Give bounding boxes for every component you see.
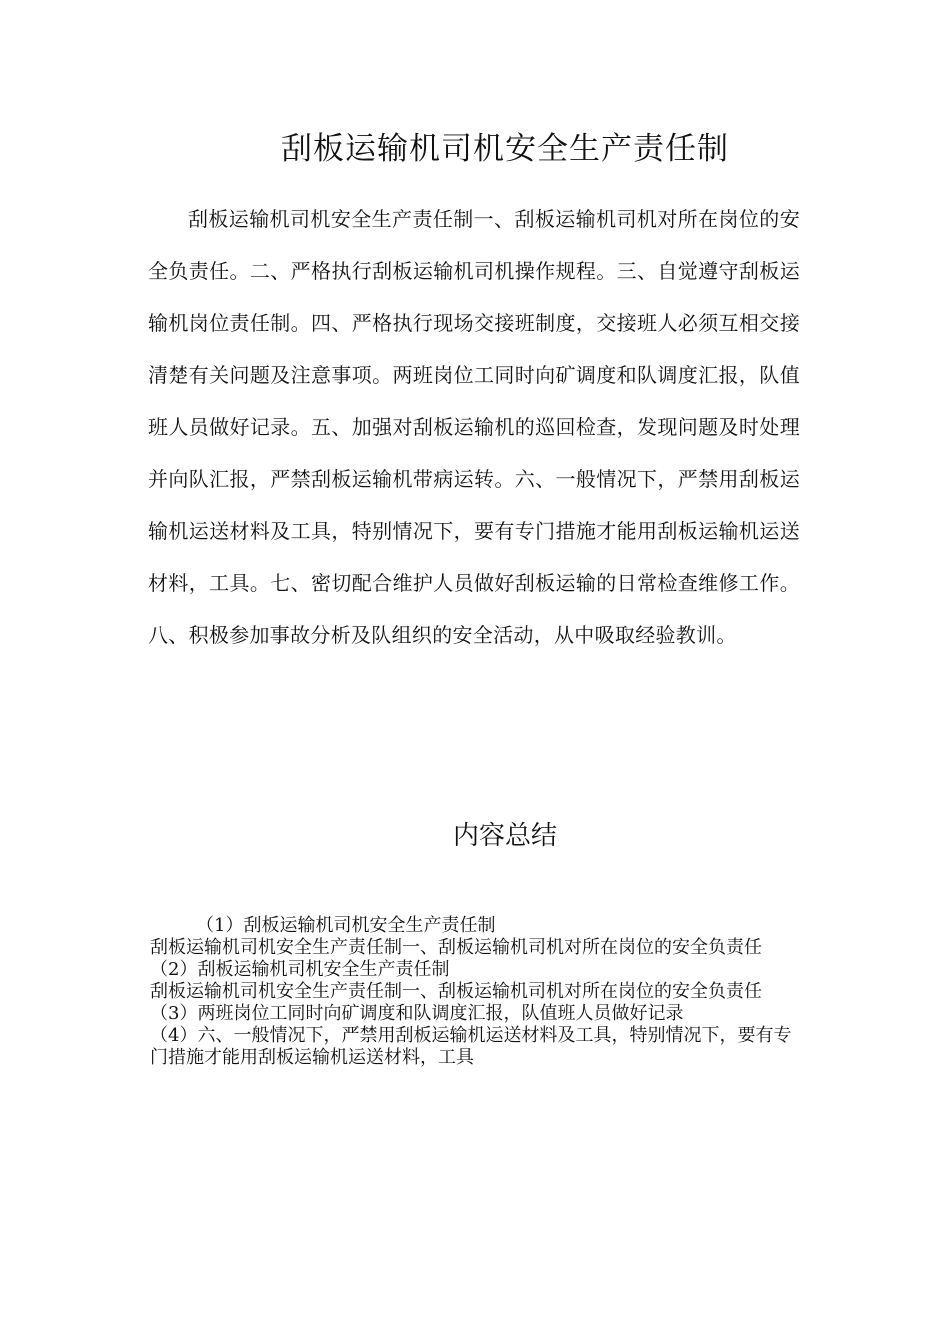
summary-item-label: （4）六、一般情况下，严禁用刮板运输机运送材料及工具，特别情况下，要有专门措施才能用刮板运输机运送材料，工具 <box>150 1025 792 1068</box>
summary-item-label: （1）刮板运输机司机安全生产责任制 <box>196 915 496 936</box>
summary-item-detail: 刮板运输机司机安全生产责任制一、刮板运输机司机对所在岗位的安全负责任 <box>150 937 762 958</box>
summary-item-3 <box>150 1003 800 1025</box>
summary-list <box>150 915 800 1069</box>
summary-item-detail: 刮板运输机司机安全生产责任制一、刮板运输机司机对所在岗位的安全负责任 <box>150 981 762 1002</box>
summary-heading: 内容总结 <box>452 821 557 851</box>
summary-item-2 <box>150 959 800 1003</box>
summary-item-1 <box>150 915 800 959</box>
page-title: 刮板运输机司机安全生产责任制 <box>281 131 729 167</box>
summary-item-4 <box>150 1025 800 1069</box>
body-paragraph: 刮板运输机司机安全生产责任制一、刮板运输机司机对所在岗位的安全负责任。二、严格执行刮板运输机司机操作规程。三、自觉遵守刮板运输机岗位责任制。四、严格执行现场交接班制度，交接班人必须互相交接清楚有关问题及注意事项。两班岗位工同时向矿调度和队调度汇报，队值班人员做好记录。五、加强对刮板运输机的巡回检查，发现问题及时处理并向队汇报，严禁刮板运输机带病运转。六、一般情况下，严禁用刮板运输机运送材料及工具，特别情况下，要有专门措施才能用刮板运输机运送材料，工具。七、密切配合维护人员做好刮板运输的日常检查维修工作。八、积极参加事故分析及队组织的安全活动，从中吸取经验教训。 <box>148 207 800 647</box>
summary-item-label: （3）两班岗位工同时向矿调度和队调度汇报，队值班人员做好记录 <box>150 1003 684 1024</box>
summary-item-label: （2）刮板运输机司机安全生产责任制 <box>150 959 450 980</box>
